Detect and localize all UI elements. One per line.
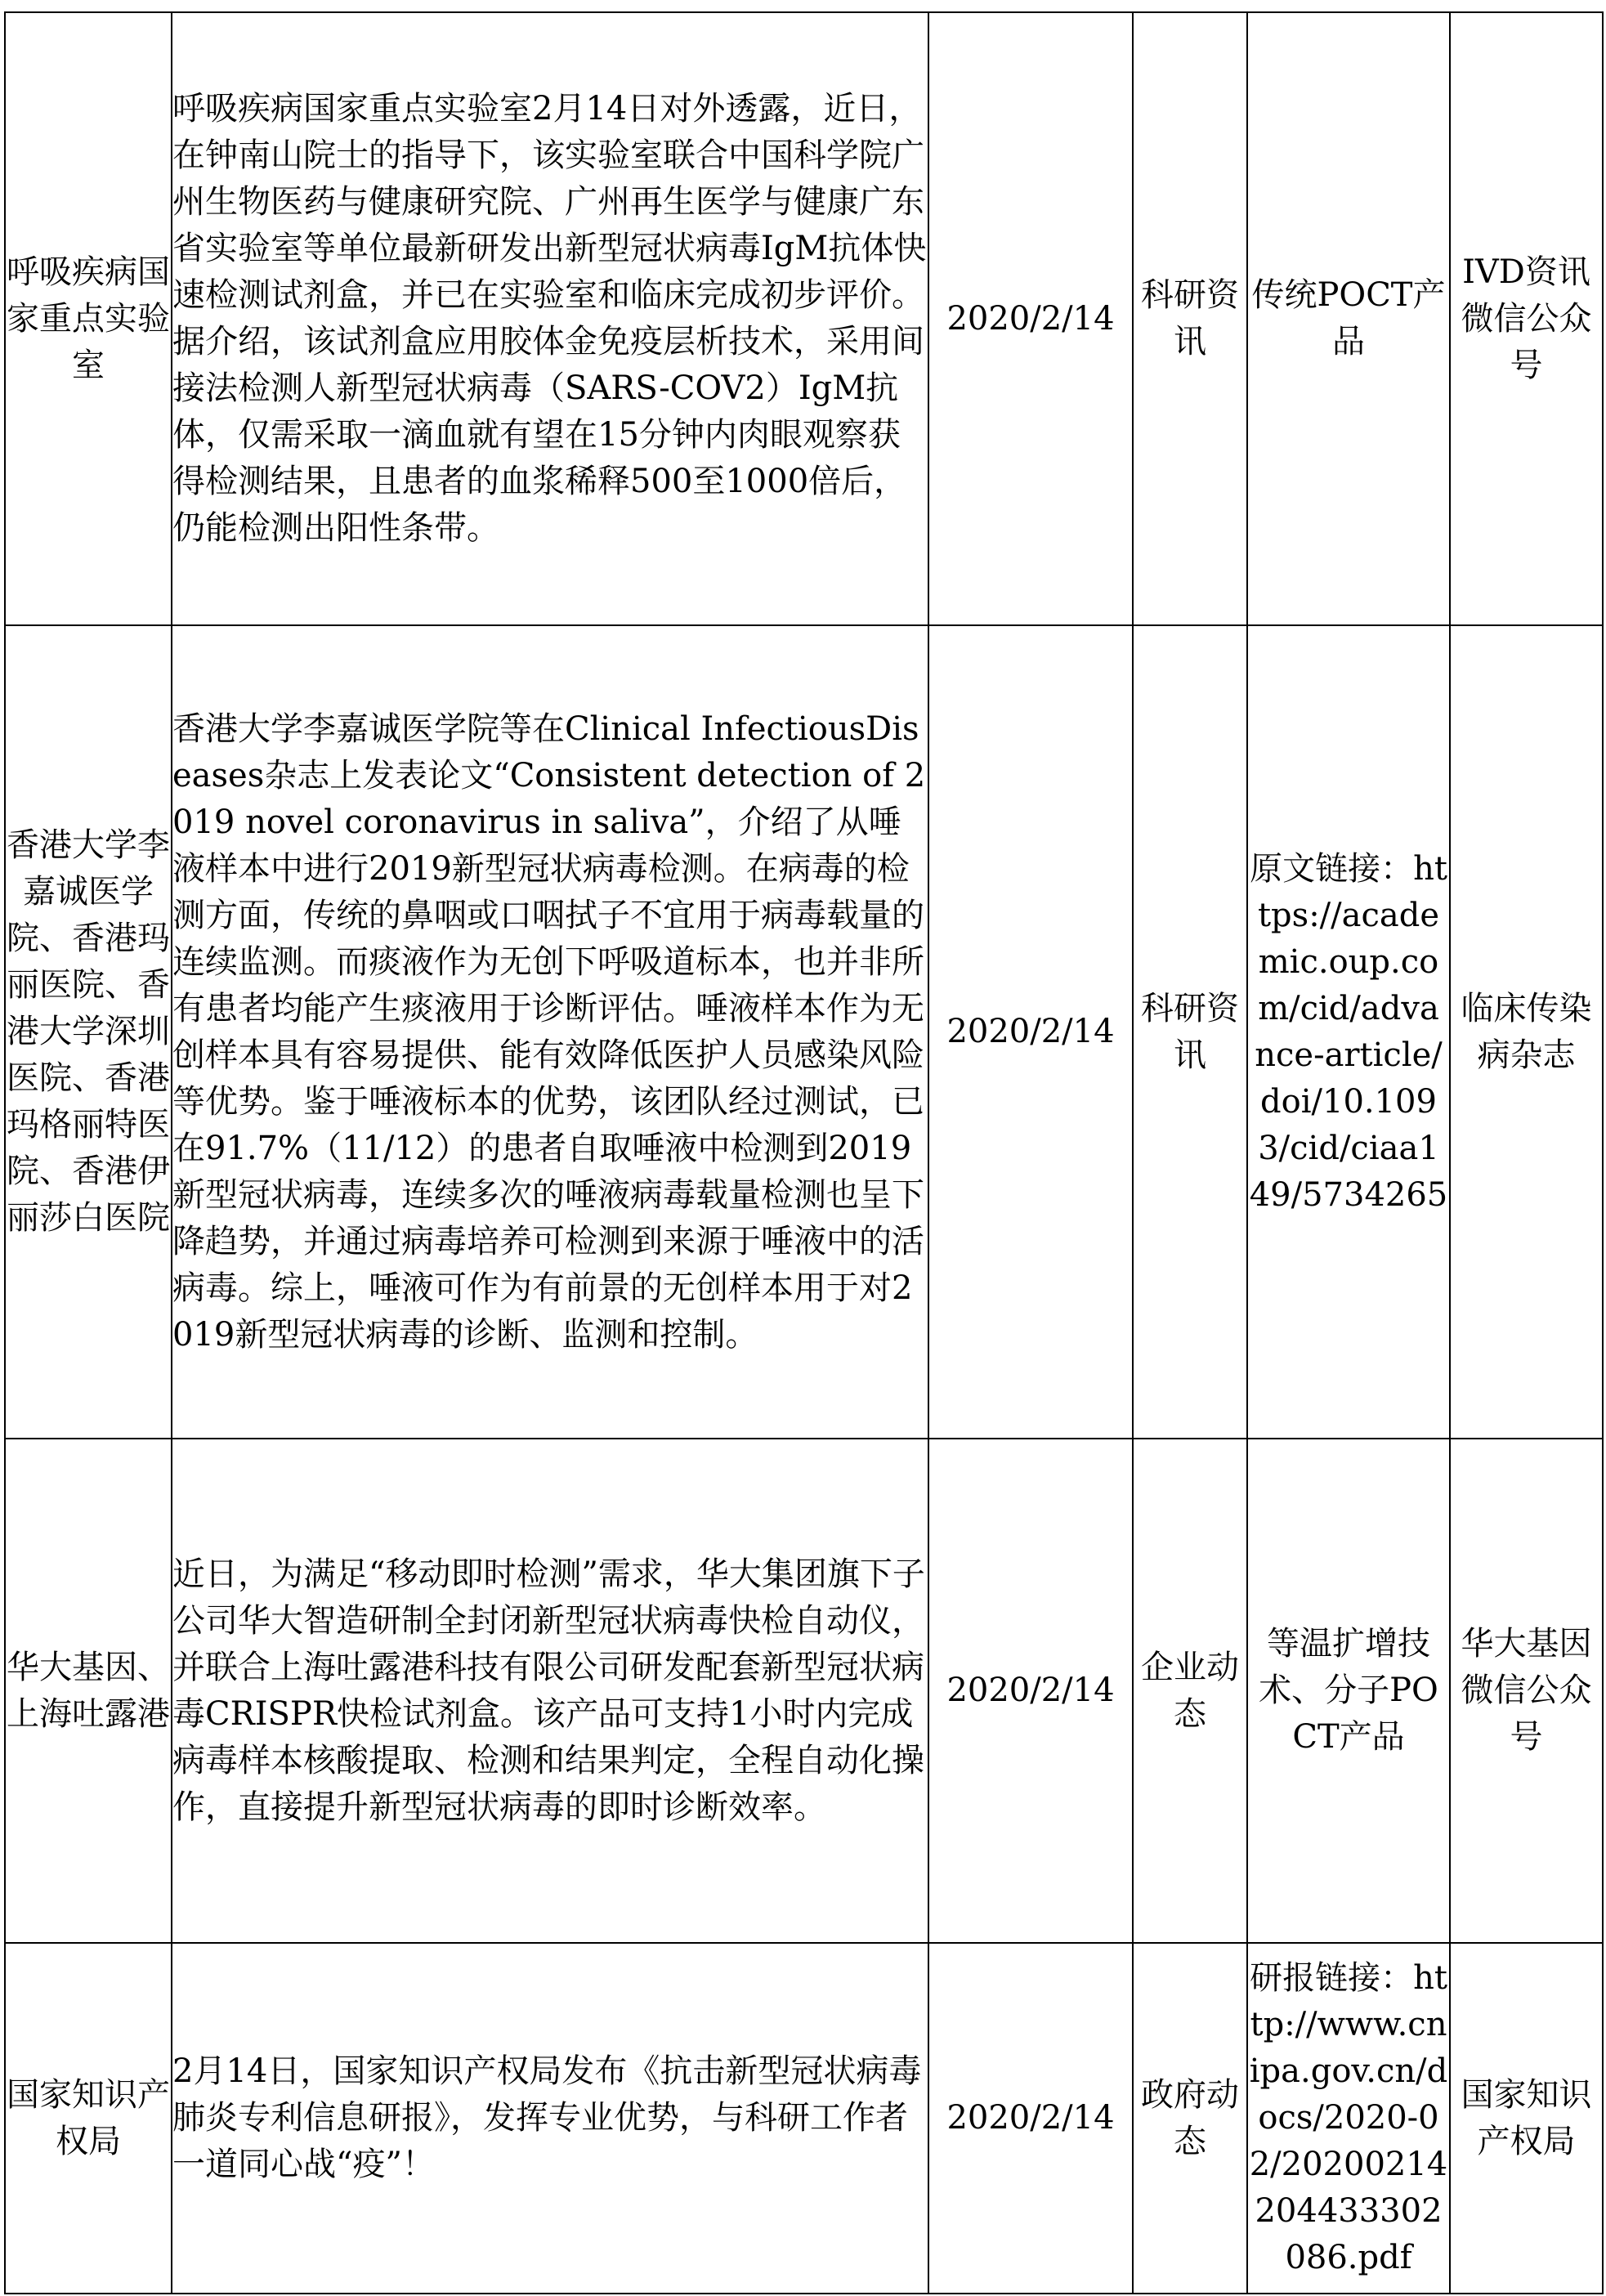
type-cell <box>1133 1439 1247 1943</box>
source-text: 华大基因微信公众号 <box>1461 1625 1592 1756</box>
content-text: 2月14日，国家知识产权局发布《抗击新型冠状病毒肺炎专利信息研报》，发挥专业优势，与科研工作者一道同心战“疫”！ <box>172 2052 922 2183</box>
org-text: 华大基因、上海吐露港 <box>7 1648 170 1733</box>
date-cell <box>928 625 1133 1439</box>
content-text: 香港大学李嘉诚医学院等在Clinical InfectiousDiseases杂志上发表论文“Consistent detection of 2019 novel coronavirus in saliva”，介绍了从唾液样本中进行2019新型冠状病毒检测。在病毒的检测方面，传统的鼻咽或口咽拭子不宜用于病毒载量的连续监测。而痰液作为无创下呼吸道标本，也并非所有患者均能产生痰液用于诊断评估。唾液样本作为无创样本具有容易提供、能有效降低医护人员感染风险等优势。鉴于唾液标本的优势，该团队经过测试，已在91.7%（11/12）的患者自取唾液中检测到2019新型冠状病毒，连续多次的唾液病毒载量检测也呈下降趋势，并通过病毒培养可检测到来源于唾液中的活病毒。综上，唾液可作为有前景的无创样本用于对2019新型冠状病毒的诊断、监测和控制。 <box>172 709 926 1354</box>
date-cell <box>928 1439 1133 1943</box>
org-cell <box>5 1943 172 2294</box>
type-cell <box>1133 625 1247 1439</box>
table-row <box>5 1943 1603 2294</box>
content-cell <box>172 625 928 1439</box>
type-text: 企业动态 <box>1141 1648 1239 1733</box>
date-cell <box>928 12 1133 625</box>
type-text: 政府动态 <box>1141 2075 1239 2160</box>
product-cell <box>1247 12 1450 625</box>
type-cell <box>1133 1943 1247 2294</box>
date-text: 2020/2/14 <box>946 1672 1115 1709</box>
product-cell <box>1247 1439 1450 1943</box>
org-cell <box>5 625 172 1439</box>
org-cell <box>5 1439 172 1943</box>
org-text: 呼吸疾病国家重点实验室 <box>7 253 170 384</box>
news-table <box>4 11 1604 2294</box>
content-text: 呼吸疾病国家重点实验室2月14日对外透露，近日，在钟南山院士的指导下，该实验室联合中国科学院广州生物医药与健康研究院、广州再生医学与健康广东省实验室等单位最新研发出新型冠状病毒IgM抗体快速检测试剂盒，并已在实验室和临床完成初步评价。据介绍，该试剂盒应用胶体金免疫层析技术，采用间接法检测人新型冠状病毒（SARS-COV2）IgM抗体，仅需采取一滴血就有望在15分钟内肉眼观察获得检测结果，且患者的血浆稀释500至1000倍后，仍能检测出阳性条带。 <box>172 90 927 547</box>
report-link-text[interactable]: 研报链接：http://www.cnipa.gov.cn/docs/2020-02/20200214204433302086.pdf <box>1249 1959 1448 2276</box>
org-text: 国家知识产权局 <box>7 2075 170 2160</box>
source-text: IVD资讯微信公众号 <box>1461 253 1592 384</box>
source-cell <box>1450 1943 1603 2294</box>
type-text: 科研资讯 <box>1141 989 1239 1074</box>
type-cell <box>1133 12 1247 625</box>
source-text: 国家知识产权局 <box>1461 2075 1592 2160</box>
date-cell <box>928 1943 1133 2294</box>
org-text: 香港大学李嘉诚医学院、香港玛丽医院、香港大学深圳医院、香港玛格丽特医院、香港伊丽莎白医院 <box>7 826 170 1237</box>
source-cell <box>1450 1439 1603 1943</box>
content-cell <box>172 1943 928 2294</box>
source-cell <box>1450 12 1603 625</box>
source-cell <box>1450 625 1603 1439</box>
org-cell <box>5 12 172 625</box>
content-cell <box>172 1439 928 1943</box>
table-row <box>5 12 1603 625</box>
source-text: 临床传染病杂志 <box>1461 989 1592 1074</box>
article-link-text[interactable]: 原文链接：https://academic.oup.com/cid/advance-article/doi/10.1093/cid/ciaa149/5734265 <box>1249 849 1448 1214</box>
date-text: 2020/2/14 <box>946 2099 1115 2137</box>
date-text: 2020/2/14 <box>946 299 1115 338</box>
product-text: 等温扩增技术、分子POCT产品 <box>1259 1625 1438 1756</box>
product-cell <box>1247 625 1450 1439</box>
content-text: 近日，为满足“移动即时检测”需求，华大集团旗下子公司华大智造研制全封闭新型冠状病毒快检自动仪，并联合上海吐露港科技有限公司研发配套新型冠状病毒CRISPR快检试剂盒。该产品可支持1小时内完成病毒样本核酸提取、检测和结果判定，全程自动化操作，直接提升新型冠状病毒的即时诊断效率。 <box>172 1555 925 1826</box>
content-cell <box>172 12 928 625</box>
type-text: 科研资讯 <box>1141 276 1239 360</box>
product-cell <box>1247 1943 1450 2294</box>
product-text: 传统POCT产品 <box>1251 276 1446 360</box>
table-row <box>5 625 1603 1439</box>
date-text: 2020/2/14 <box>946 1013 1115 1050</box>
table-row <box>5 1439 1603 1943</box>
